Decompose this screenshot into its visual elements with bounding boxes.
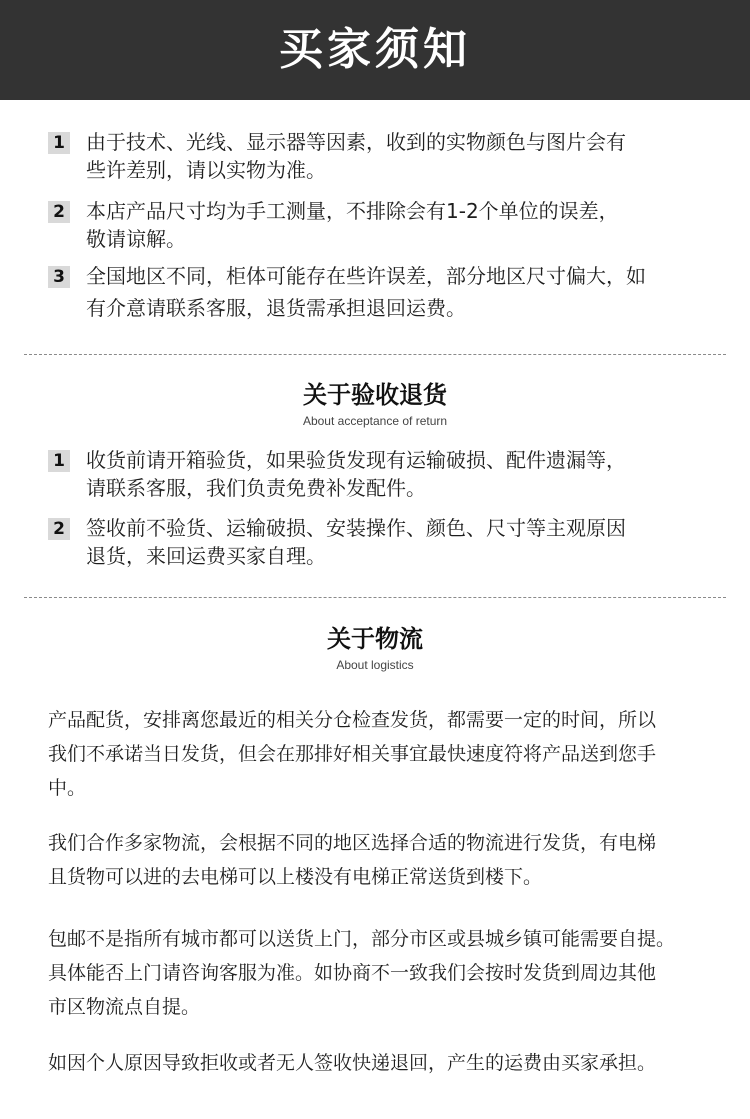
item-text-line: 敬请谅解。: [86, 227, 186, 251]
paragraph-line: 包邮不是指所有城市都可以送货上门，部分市区或县城乡镇可能需要自提。: [48, 928, 676, 950]
item-text-line: 全国地区不同，柜体可能存在些许误差，部分地区尺寸偏大，如: [86, 264, 646, 288]
item-number-badge: 2: [48, 518, 70, 540]
paragraph-line: 中。: [48, 777, 87, 799]
paragraph-line: 我们不承诺当日发货，但会在那排好相关事宜最快速度符将产品送到您手: [48, 743, 657, 765]
section-subtitle-logistics: About logistics: [336, 658, 414, 672]
logistics-paragraph: [48, 703, 718, 805]
item-text-line: 有介意请联系客服，退货需承担退回运费。: [86, 296, 466, 320]
section-title-acceptance: 关于验收退货: [303, 381, 447, 409]
item-text-line: 由于技术、光线、显示器等因素，收到的实物颜色与图片会有: [86, 130, 626, 154]
item-text-line: 签收前不验货、运输破损、安装操作、颜色、尺寸等主观原因: [86, 516, 626, 540]
item-text-line: 收货前请开箱验货，如果验货发现有运输破损、配件遗漏等，: [86, 448, 626, 472]
notice-item: [48, 197, 708, 253]
logistics-paragraph: [48, 826, 718, 894]
item-text-line: 退货，来回运费买家自理。: [86, 544, 326, 568]
item-number-badge: 1: [48, 132, 70, 154]
notice-item: [48, 128, 708, 184]
header-banner: [0, 0, 750, 100]
section-subtitle-acceptance: About acceptance of return: [302, 414, 448, 428]
item-text-line: 些许差别，请以实物为准。: [86, 158, 326, 182]
section-title-logistics: 关于物流: [327, 625, 423, 653]
logistics-paragraph: [48, 922, 718, 1024]
acceptance-item: [48, 514, 708, 570]
paragraph-line: 我们合作多家物流，会根据不同的地区选择合适的物流进行发货，有电梯: [48, 832, 657, 854]
paragraph-line: 市区物流点自提。: [48, 996, 201, 1018]
page-title: 买家须知: [279, 24, 471, 75]
item-text-line: 本店产品尺寸均为手工测量，不排除会有1-2个单位的误差，: [86, 199, 619, 223]
logistics-paragraph: [48, 1046, 718, 1080]
notice-item: [48, 262, 708, 322]
paragraph-line: 产品配货，安排离您最近的相关分仓检查发货，都需要一定的时间，所以: [48, 709, 657, 731]
acceptance-item: [48, 446, 708, 502]
section-divider: [24, 597, 726, 598]
item-text-line: 请联系客服，我们负责免费补发配件。: [86, 476, 426, 500]
item-number-badge: 1: [48, 450, 70, 472]
paragraph-line: 且货物可以进的去电梯可以上楼没有电梯正常送货到楼下。: [48, 866, 543, 888]
section-divider: [24, 354, 726, 355]
paragraph-line: 具体能否上门请咨询客服为准。如协商不一致我们会按时发货到周边其他: [48, 962, 657, 984]
paragraph-line: 如因个人原因导致拒收或者无人签收快递退回，产生的运费由买家承担。: [48, 1052, 657, 1074]
item-number-badge: 2: [48, 201, 70, 223]
item-number-badge: 3: [48, 266, 70, 288]
